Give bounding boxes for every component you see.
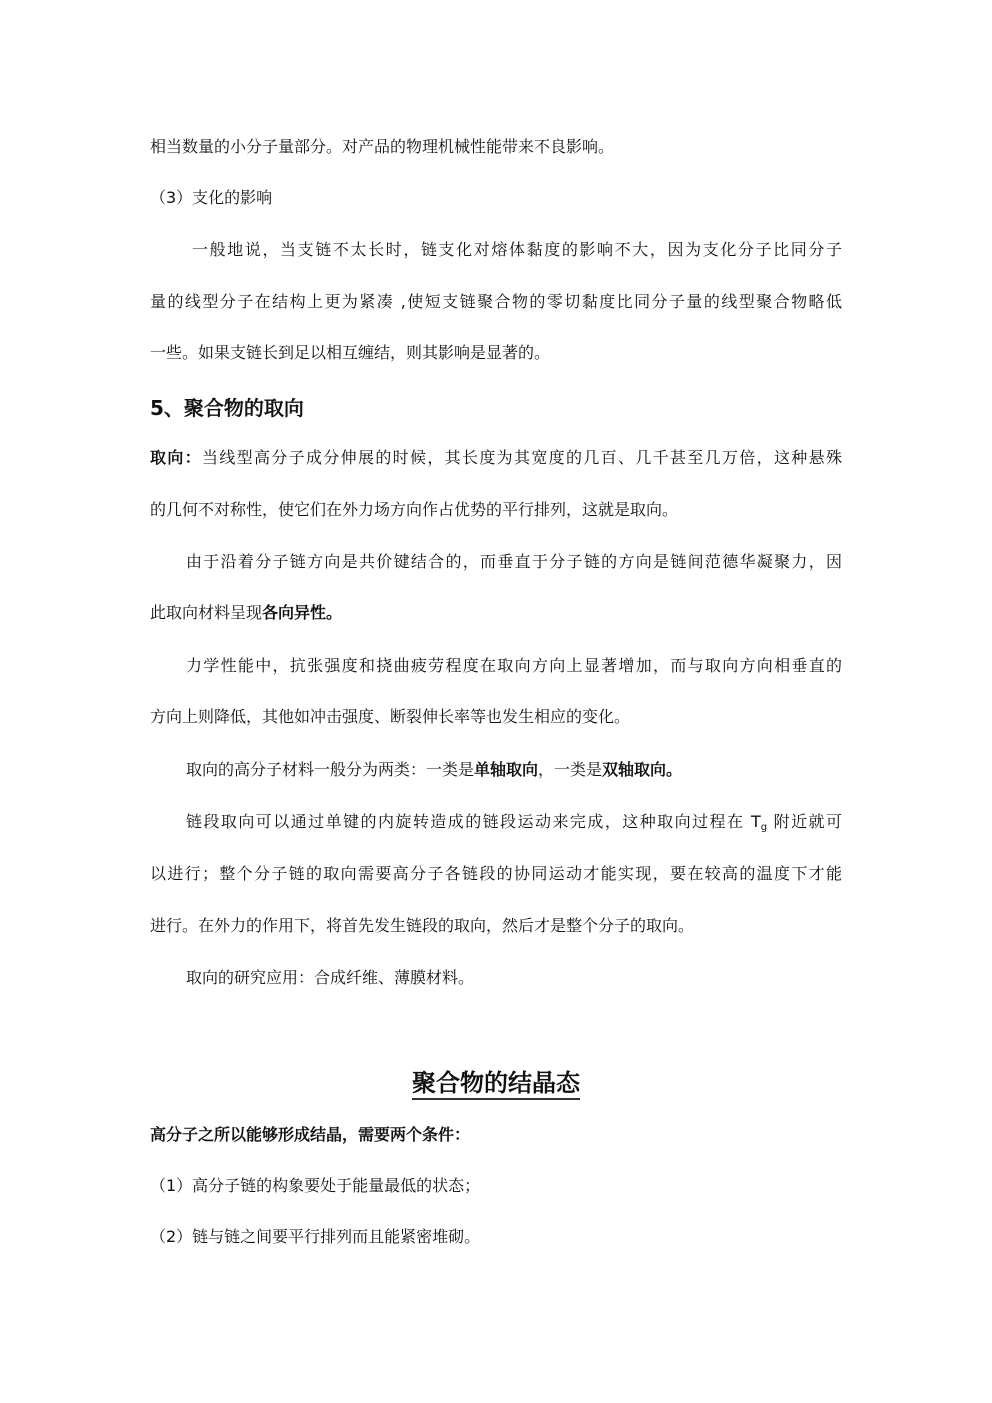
bold-term: 单轴取向 xyxy=(474,760,539,779)
paragraph-line: 一般地说，当支链不太长时，链支化对熔体黏度的影响不大，因为支化分子比同分子 xyxy=(192,240,842,259)
text: 此取向材料呈现 xyxy=(150,603,263,622)
condition-1: （1）高分子链的构象要处于能量最低的状态； xyxy=(150,1176,481,1195)
chapter-title xyxy=(0,1067,992,1099)
paragraph-line xyxy=(150,603,842,623)
paragraph-line: 以进行；整个分子链的取向需要高分子各链段的协同运动才能实现，要在较高的温度下才能 xyxy=(150,864,842,883)
paragraph-line: 取向的研究应用：合成纤维、薄膜材料。 xyxy=(186,968,475,987)
section-heading-orientation: 5、聚合物的取向 xyxy=(150,396,304,420)
condition-2: （2）链与链之间要平行排列而且能紧密堆砌。 xyxy=(150,1227,481,1246)
subheading-branching: （3）支化的影响 xyxy=(150,188,273,207)
paragraph-line: 由于沿着分子链方向是共价键结合的，而垂直于分子链的方向是链间范德华凝聚力，因 xyxy=(186,552,842,571)
paragraph-line: 的几何不对称性，使它们在外力场方向作占优势的平行排列，这就是取向。 xyxy=(150,500,679,519)
definition-term: 取向： xyxy=(150,448,202,467)
crystal-intro: 高分子之所以能够形成结晶，需要两个条件： xyxy=(150,1125,471,1144)
text: ，一类是 xyxy=(538,760,603,779)
chapter-title-text: 聚合物的结晶态 xyxy=(412,1069,580,1100)
paragraph-line: 一些。如果支链长到足以相互缠结，则其影响是显著的。 xyxy=(150,343,551,362)
paragraph-line xyxy=(186,812,842,838)
text: 取向的高分子材料一般分为两类：一类是 xyxy=(186,760,475,779)
text: 链段取向可以通过单键的内旋转造成的链段运动来完成，这种取向过程在 T xyxy=(186,812,761,831)
text: 附近就可 xyxy=(767,812,842,831)
paragraph-line xyxy=(186,760,842,780)
definition-text: 当线型高分子成分伸展的时候，其长度为其宽度的几百、几千甚至几万倍，这种悬殊 xyxy=(202,448,842,467)
paragraph-line: 力学性能中，抗张强度和挠曲疲劳程度在取向方向上显著增加，而与取向方向相垂直的 xyxy=(186,656,842,675)
bold-term: 各向异性。 xyxy=(262,603,343,622)
subscript: g xyxy=(760,822,768,833)
paragraph-line: 方向上则降低，其他如冲击强度、断裂伸长率等也发生相应的变化。 xyxy=(150,707,631,726)
definition-line xyxy=(150,448,842,468)
paragraph-line: 相当数量的小分子量部分。对产品的物理机械性能带来不良影响。 xyxy=(150,137,615,156)
paragraph-line: 进行。在外力的作用下，将首先发生链段的取向，然后才是整个分子的取向。 xyxy=(150,916,695,935)
bold-term: 双轴取向。 xyxy=(602,760,683,779)
paragraph-line: 量的线型分子在结构上更为紧凑 ,使短支链聚合物的零切黏度比同分子量的线型聚合物略低 xyxy=(150,292,842,311)
